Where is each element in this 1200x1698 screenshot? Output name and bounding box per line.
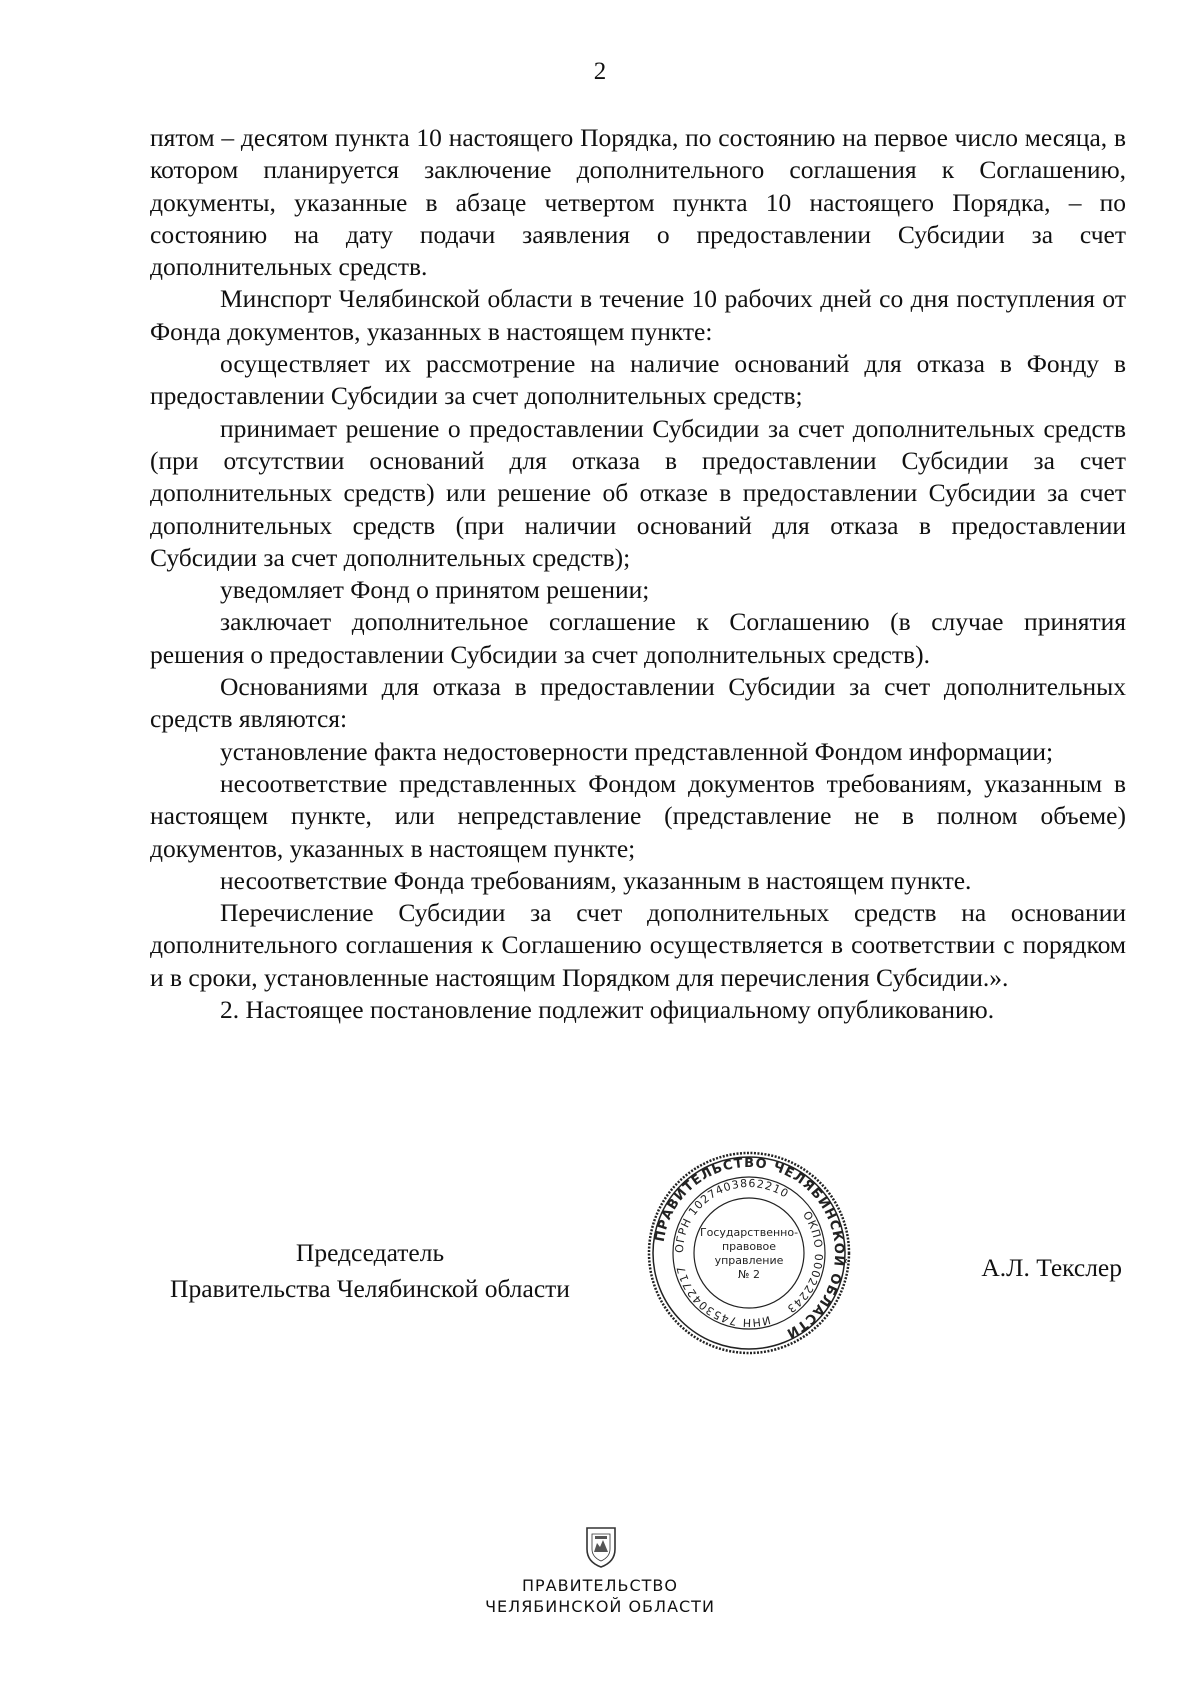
paragraph: осуществляет их рассмотрение на наличие оснований для отказа в Фонду в предоставлении Субсидии за счет дополнительных средств;: [150, 349, 1126, 411]
footer-org-line1: ПРАВИТЕЛЬСТВО: [522, 1576, 678, 1595]
paragraph: Основаниями для отказа в предоставлении Субсидии за счет дополнительных средств являются:: [150, 672, 1126, 734]
paragraph: принимает решение о предоставлении Субсидии за счет дополнительных средств (при отсутствии оснований для отказа в предоставлении Субсидии за счет дополнительных средств) или решение об отказе в предоставлении Субсидии за счет дополнительных средств (при наличии оснований для отказа в предоставлении Субсидии за счет дополнительных средств);: [150, 413, 1126, 572]
stamp-ogrn: ОГРН 1027403862210: [672, 1176, 792, 1254]
paragraph: пятом – десятом пункта 10 настоящего Порядка, по состоянию на первое число месяца, в котором планируется заключение дополнительного соглашения к Соглашению, документы, указанные в абзаце четвертом пункта 10 настоящего Порядка, – по состоянию на дату подачи заявления о предоставлении Субсидии за счет дополнительных средств.: [150, 123, 1126, 282]
paragraph: Минспорт Челябинской области в течение 10 рабочих дней со дня поступления от Фонда документов, указанных в настоящем пункте:: [150, 284, 1126, 346]
footer-organization: [0, 1575, 1200, 1617]
stamp-center-line4: № 2: [738, 1268, 760, 1281]
footer-org-line2: ЧЕЛЯБИНСКОЙ ОБЛАСТИ: [485, 1597, 715, 1616]
stamp-center-line1: Государственно-: [699, 1226, 799, 1239]
paragraph: установление факта недостоверности представленной Фондом информации;: [220, 736, 1054, 766]
page-number: 2: [593, 58, 607, 85]
signatory-name: А.Л. Текслер: [981, 1253, 1122, 1282]
signatory-title-line1: Председатель: [295, 1238, 445, 1267]
stamp-okpo: ОКПО 00022243: [784, 1208, 826, 1316]
document-body: [150, 122, 1126, 1026]
paragraph: Перечисление Субсидии за счет дополнительных средств на основании дополнительного соглашения к Соглашению осуществляется в соответствии с порядком и в сроки, установленные настоящим Порядком для перечисления Субсидии.».: [150, 898, 1126, 992]
signatory-title: [140, 1235, 600, 1307]
stamp-center-line3: управление: [714, 1254, 784, 1267]
stamp-inn: ИНН 7453042717: [674, 1264, 772, 1330]
coat-of-arms-icon: [581, 1525, 621, 1569]
paragraph: несоответствие представленных Фондом документов требованиям, указанным в настоящем пункте, или непредставление (представление не в полном объеме) документов, указанных в настоящем пункте;: [150, 768, 1126, 863]
paragraph: уведомляет Фонд о принятом решении;: [220, 575, 650, 605]
signatory-title-line2: Правительства Челябинской области: [170, 1274, 570, 1303]
official-stamp: [644, 1148, 854, 1358]
paragraph: заключает дополнительное соглашение к Соглашению (в случае принятия решения о предоставлении Субсидии за счет дополнительных средств).: [150, 607, 1126, 669]
paragraph: несоответствие Фонда требованиям, указанным в настоящем пункте.: [220, 865, 972, 895]
stamp-outer-text: ПРАВИТЕЛЬСТВО ЧЕЛЯБИНСКОЙ ОБЛАСТИ: [652, 1155, 847, 1341]
paragraph: 2. Настоящее постановление подлежит официальному опубликованию.: [220, 995, 995, 1025]
stamp-center-line2: правовое: [721, 1240, 777, 1253]
